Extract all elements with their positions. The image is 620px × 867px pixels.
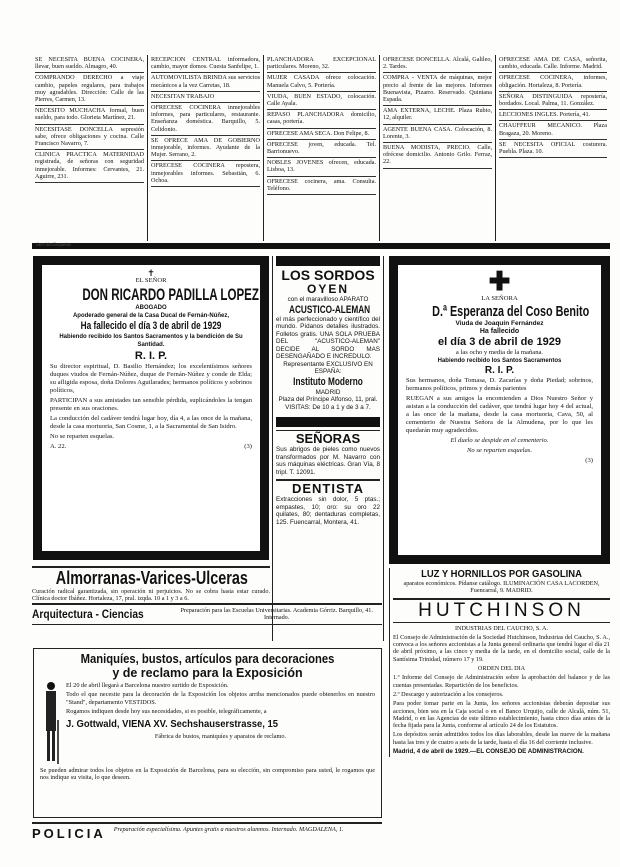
ad-text: VISITAS: De 10 a 1 y de 3 a 7.: [285, 403, 371, 411]
cross-icon: ✝: [147, 268, 155, 278]
ad-heading: OYEN: [306, 282, 349, 296]
death-date: el día 3 de abril de 1929: [438, 336, 561, 348]
rip: R. I. P.: [484, 365, 515, 376]
ad-text: Plaza del Príncipe Alfonso, 11, pral.: [278, 396, 378, 403]
section-label: Sección Esquelas: [36, 243, 71, 248]
sacraments: Habiendo recibido los Santos Sacramentos y la bendición de Su Santidad.: [59, 334, 243, 348]
notice-ref: (3): [585, 457, 593, 464]
rip: R. I. P.: [134, 350, 168, 362]
classified-ad: SE NECESITA BUENA COCINERA, llevar, buen sueldo. Almagro, 40.: [35, 55, 144, 73]
ad-heading: ACUSTICO-ALEMAN: [289, 303, 371, 316]
notice-paragraph: Sus hermanos, doña Tomasa, D. Zacarías y doña Piedad; sobrinos, hermanos políticos, primos y demás parientes: [406, 377, 593, 392]
ad-text: aparatos económicos. Pídanse catálogo. ILUMINACIÓN CASA LACORDEN, Fuencarral, 9. MADRID.: [403, 580, 600, 595]
ad-heading: Arquitectura - Ciencias: [32, 607, 144, 622]
classified-column: [264, 55, 380, 241]
right-lower: [389, 568, 610, 757]
died-label: Ha fallecido: [479, 328, 520, 335]
ad-heading: y de reclamo para la Exposición: [112, 666, 303, 680]
ad-heading: LUZ Y HORNILLOS POR GASOLINA: [421, 568, 582, 580]
ad-text: Preparación para las Escuelas Universitarias. Academia Górriz. Barquillo, 41. Internado.: [180, 607, 373, 622]
notice-ref: (3): [244, 443, 252, 450]
classified-ad: PLANCHADORA EXCEPCIONAL particulares. Moreno, 32.: [267, 55, 376, 73]
hutchinson-heading: HUTCHINSON: [393, 598, 610, 623]
notice-paragraph: No se reparten esquelas.: [467, 447, 532, 454]
notice-paragraph: Su director espiritual, D. Basilio Hernández; los excelentísimos señores duques viudos de Fernán-Núñez, duque de Fernán-Núñez y conde de Elda; su afligida esposa, doña Dolores Aguilarades; hermanos políticos y sobrinos políticos,: [50, 363, 252, 394]
mannequin-icon: [40, 680, 62, 765]
ad-heading: Instituto Moderno: [293, 375, 363, 388]
ad-text: Representante EXCLUSIVO EN ESPAÑA:: [283, 360, 373, 375]
sacraments: Habiendo recibido los Santos Sacramentos: [437, 358, 562, 364]
cross-icon: ✚: [488, 267, 511, 296]
ad-heading: DENTISTA: [276, 479, 380, 496]
classified-ad: LECCIONES INGLES. Portería, 41.: [499, 110, 607, 121]
ad-text: Extracciones sin dolor, 5 ptas.; empastes, 10; oro: su oro 22 quilates, 80; dentaduras completas, 125. Fuencarral, Montera, 41.: [276, 496, 380, 526]
ad-heading: POLICIA: [32, 826, 106, 841]
classified-ad: OFRECESE DONCELLA. Alcalá, Galileo, 2. Tardes.: [383, 55, 492, 73]
policia-ad: [32, 822, 382, 841]
ad-text: Se pueden admirar todos los objetos en la Exposición de Barcelona, para su elección, sin compromiso para usted, le rogamos que nos indique su visita, lo que deseen.: [40, 767, 375, 782]
classified-ad: OFRECESE COCINERA repostera, inmejorables informes. Sebastián, 6. Ochoa.: [151, 161, 260, 187]
section-divider: [32, 243, 610, 249]
ad-text: El 20 de abril llegará a Barcelona nuestro surtido de Exposición.: [66, 682, 229, 689]
classified-ad: RECEPCION CENTRAL informadora, cambio, mayor domos. Cuesta Sanfelipe, 1.: [151, 55, 260, 73]
ad-heading: Almorranas-Varices-Ulceras: [55, 568, 248, 588]
ad-text: Rogamos indiquen desde hoy sus necesidades, si es posible, telegráficamente, a: [66, 708, 267, 716]
classified-ad: NECESITAN TRABAJO: [151, 92, 260, 103]
classified-ad: SE OFRECE AMA DE GOBIERNO inmejorable, informes. Ayudante de la Mujer. Serrano, 2.: [151, 136, 260, 162]
ad-text: Los depósitos serán admitidos todos los días laborables, desde las nueve de la mañana hasta las tres y de cuatro a seis de la tarde, hasta el día 16 del corriente inclusive.: [393, 731, 610, 746]
classified-ad: COMPRANDO DERECHO a viaje cambio, papeles regulares, para trabajos muy agradables. Dirección: Calle de las Pierres, Carmen, 13.: [35, 73, 144, 106]
notice-title: LA SEÑORA: [481, 295, 518, 302]
classified-ad: AMA EXTERNA, LECHE. Plaza Rubio, 12, alquiler.: [383, 106, 492, 124]
notice-paragraph: El duelo se despide en el cementerio.: [450, 437, 549, 444]
deceased-name: D.ª Esperanza del Coso Benito: [432, 303, 590, 320]
classified-ad: NECESITO MUCHACHA formal, buen sueldo, para todo. Glorieta Martínez, 21.: [35, 106, 144, 124]
notice-paragraph: La conducción del cadáver tendrá lugar hoy, día 4, a las once de la mañana, desde la casa mortuoria, San Cosme, 1, a la Sacramental de San Isidro.: [50, 415, 252, 430]
ad-text: MADRID: [315, 388, 341, 396]
classified-ad: BUENA MODISTA, PRECIO. Calle, ofrécese domicilio. Antonio Grilo. Ferraz, 22.: [383, 143, 492, 169]
classified-ad: CLINICA PRACTICA MATERNIDAD registrada, de señoras con seguridad inmejorable. Informes: Cervantes, 21. Aguirre, 231.: [35, 150, 144, 183]
classified-ad: OFRECESE COCINERA inmejorables informes, para particulares, restaurante. Enseñanza doméstica. Barquillo, 5. Celidonio.: [151, 103, 260, 136]
classified-column: [32, 55, 148, 241]
signature-line: Madrid, 4 de abril de 1929.—EL CONSEJO DE ADMINISTRACION.: [393, 748, 584, 756]
ad-text: Fábrica de bustos, maniquíes y aparatos de reclamo.: [154, 732, 287, 740]
obituary-notice-right: [389, 256, 610, 564]
ad-text: El Consejo de Administración de la Sociedad Hutchinson, Industrias del Caucho, S. A., convoca a los señores accionistas a la Junta general ordinaria que tendrá lugar el día 21 de abril próximo, a las cinco y media de la tarde, en el domicilio social, calle de la Santísima Trinidad, número 17 y 19.: [393, 633, 610, 663]
almorranas-ad: [32, 566, 270, 603]
classified-ad: NOBLES JOVENES ofrecen, educada. Lisboa, 13.: [267, 158, 376, 176]
classified-ad: NECESITASE DONCELLA sepresión sabe, ofrece obligaciones y cocina. Calle Francisco Navarro, 7.: [35, 125, 144, 151]
widow-of: Viuda de Joaquín Fernández: [455, 320, 544, 327]
death-time: a las ocho y media de la mañana.: [455, 349, 544, 356]
ad-text: Sus abrigos de pieles como nuevos transformados por M. Navarro con sus máquinas eléctricas. Gran Vía, 8 tripl. T. 12091.: [276, 446, 380, 476]
company-subtitle: INDUSTRIAS DEL CAUCHO, S. A.: [454, 624, 549, 632]
notice-paragraph: PARTICIPAN a sus amistades tan sensible pérdida, suplicándoles la tengan presente en sus oraciones.: [50, 397, 252, 412]
ad-text: Preparación especialísima. Apuntes gratis a nuestros alumnos. Internado. MAGDALENA, 1.: [113, 826, 344, 833]
agenda-item: 2.º Descargo y autorización a los consejeros.: [393, 690, 504, 698]
notice-paragraph: RUEGAN a sus amigos la encomienden a Dios Nuestro Señor y asistan a la conducción del cadáver, que tendrá lugar hoy 4 del actual, a las once de la mañana, desde la casa mortuoria, Cava, 50, al cementerio de Nuestra Señora de la Almudena, por lo que les quedarán muy agradecidos.: [406, 395, 593, 434]
ad-heading: SEÑORAS: [276, 430, 380, 446]
classified-ad: CHAUFFEUR MECANICO. Plaza Bragaza, 20. Moreno.: [499, 121, 607, 139]
classified-ad: AUTOMOVILISTA BRINDA sus servicios mecánicos a la vez Carretas, 18.: [151, 73, 260, 91]
classified-ad: SE NECESITA OFICIAL costurera. Puebla. Plaza. 10.: [499, 140, 607, 158]
agenda-heading: ORDEN DEL DIA: [477, 665, 526, 673]
classified-ad: OFRECESE AMA DE CASA, señorita, cambio, educada. Calle. Informe. Madrid.: [499, 55, 607, 73]
classified-ad: SEÑORA DISTINGUIDA repostería, bordados. Local. Palma, 11. González.: [499, 92, 607, 110]
classified-ad: VIUDA, BUEN ESTADO, colocación. Calle Ayala.: [267, 92, 376, 110]
classified-ad: REPASO PLANCHADORA domicilio, casas, portería.: [267, 110, 376, 128]
role: Apoderado general de la Casa Ducal de Fernán-Núñez,: [72, 313, 230, 319]
classified-ad: AGENTE BUENA CASA. Colocación, 8. Lorente, 3.: [383, 125, 492, 143]
notice-title: EL SEÑOR: [135, 277, 167, 284]
classified-column: [148, 55, 264, 241]
notice-paragraph: No se reparten esquelas.: [50, 433, 115, 440]
death-date: Ha fallecido el día 3 de abril de 1929: [80, 320, 222, 332]
obituary-notice-left: [33, 256, 269, 560]
ad-heading: LOS SORDOS: [281, 267, 375, 283]
arquitectura-ad: [32, 603, 382, 625]
notice-code: A. 22.: [50, 443, 67, 450]
classified-ad: OFRECESE joven, educada. Tel. Barrionuevo.: [267, 140, 376, 158]
middle-ads: [272, 256, 384, 641]
ad-text: con el maravilloso APARATO: [287, 296, 369, 303]
classified-column: [496, 55, 610, 241]
maniquies-ad: [33, 648, 382, 818]
classified-ad: OFRECESE COCINERA, informes, obligación. Hortaleza, 8. Portería.: [499, 73, 607, 91]
agenda-item: 1.º Informe del Consejo de Administración sobre la aprobación del balance y de las cuentas presentadas. Repartición de los beneficios.: [393, 674, 610, 689]
classified-column: [380, 55, 496, 241]
ad-text: el más perfeccionado y científico del mundo. Pídanos detalles ilustrados. Folletos gratis. UNA SOLA PRUEBA DEL "ACUSTICO-ALEMAN" DECIDE AL SORDO MAS DESENGAÑADO E INCREDULO.: [276, 315, 380, 360]
ad-address: J. Gottwald, VIENA XV. Sechshauserstrasse, 15: [66, 717, 279, 730]
deceased-name: DON RICARDO PADILLA LOPEZ: [82, 285, 259, 304]
classified-ad: MUJER CASADA ofrece colocación. Manuela Calvo, 5. Portería.: [267, 73, 376, 91]
classified-ad: COMPRA - VENTA de máquinas, mejor precio al frente de las mejores. Informes Buenavista, Pizarro. Reservado. Quintana Espada.: [383, 73, 492, 106]
ad-text: Para poder tomar parte en la Junta, los señores accionistas deberán depositar sus acciones, bien sea en la Caja social o en el Banco Urquijo, calle de Alcalá, núm. 51, Madrid, o en las Agencias de este último establecimiento, hasta cinco días antes de la fecha fijada para la Junta, conforme al artículo 24 de los Estatutos.: [393, 700, 610, 730]
profession: ABOGADO: [135, 305, 167, 311]
classified-ad: OFRECESE cocinera, ama. Consulta. Teléfono.: [267, 177, 376, 195]
ad-text: Todo el que necesite para la decoración de la Exposición los objetos arriba mencionados puede obtenerlos en nuestro "Stand", departamento VESTIDOS.: [66, 691, 375, 706]
ad-text: Curación radical garantizada, sin operación ni perjuicios. No se cobra hasta estar curado. Clínica doctor Ibáñez. Hortaleza, 17, pral. izqda. 10 a 1 y 3 a 6.: [32, 588, 270, 603]
ad-heading: Maniquíes, bustos, artículos para decoraciones: [80, 652, 335, 666]
classified-ad: OFRECESE AMA SECA. Don Felipe, 8.: [267, 129, 376, 140]
